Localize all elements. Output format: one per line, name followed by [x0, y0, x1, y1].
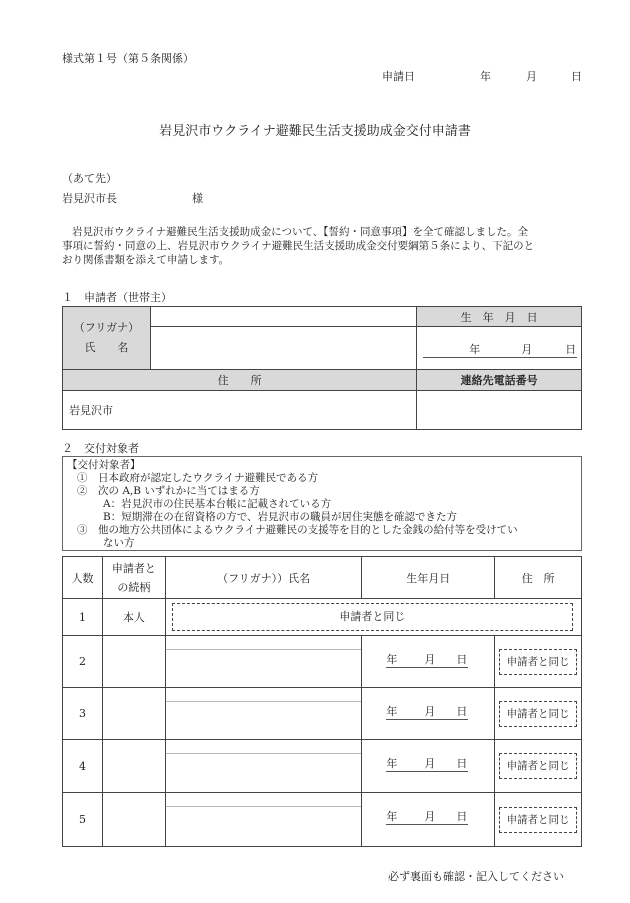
- row2-name-input[interactable]: [165, 636, 362, 688]
- row5-month: 月: [424, 810, 436, 823]
- addressee-mayor: 岩見沢市長: [62, 192, 117, 205]
- row5-number: 5: [63, 793, 103, 847]
- criteria-1: ① 日本政府が認定したウクライナ避難民である方: [77, 472, 319, 484]
- row2-address-box: 申請者と同じ: [499, 649, 577, 675]
- name-input[interactable]: [150, 327, 416, 370]
- row3-address-box: 申請者と同じ: [499, 701, 577, 727]
- header-name: （フリガナ））氏名: [165, 557, 362, 599]
- criteria-2b: B：短期滞在の在留資格の方で、岩見沢市の職員が居住実態を確認できた方: [103, 511, 458, 523]
- row3-name-input[interactable]: [165, 688, 362, 740]
- row3-address-cell: [495, 688, 582, 740]
- row5-day: 日: [456, 810, 468, 823]
- criteria-3: ③ 他の地方公共団体によるウクライナ避難民の支援等を目的とした金銭の給付等を受けてい: [77, 524, 518, 536]
- row4-number: 4: [63, 740, 103, 793]
- row2-day: 日: [456, 653, 468, 666]
- row2-year: 年: [386, 653, 398, 666]
- row1-same-cell: [165, 599, 581, 636]
- row5-name-input[interactable]: [165, 793, 362, 847]
- intro-line-3: おり関係書類を添えて申請します。: [62, 254, 230, 266]
- intro-line-1: 岩見沢市ウクライナ避難民生活支援助成金について、【誓約・同意事項】を全て確認しました。全: [72, 226, 529, 238]
- header-number: 人数: [63, 557, 103, 599]
- row1-same-box: 申請者と同じ: [172, 603, 573, 631]
- date-label: 申請日: [382, 70, 415, 83]
- row4-name-input[interactable]: [165, 740, 362, 793]
- row5-relation-input[interactable]: [102, 793, 165, 847]
- row3-birth-input[interactable]: [362, 688, 495, 740]
- row4-day: 日: [456, 757, 468, 770]
- row2-month: 月: [424, 653, 436, 666]
- criteria-title: 【交付対象者】: [67, 459, 141, 471]
- address-header: 住 所: [63, 370, 417, 391]
- form-number: 様式第１号（第５条関係）: [62, 52, 194, 65]
- section2-heading: ２ 交付対象者: [62, 442, 139, 455]
- birth-year: 年: [469, 343, 481, 356]
- criteria-2a: A：岩見沢市の住民基本台帳に記載されている方: [103, 498, 332, 510]
- row5-birth-line: [386, 808, 468, 825]
- furigana-label: （フリガナ）: [73, 321, 140, 334]
- row3-relation-input[interactable]: [102, 688, 165, 740]
- row3-year: 年: [386, 705, 398, 718]
- birth-month: 月: [521, 343, 533, 356]
- row5-address-cell: [495, 793, 582, 847]
- row1-relation: 本人: [102, 599, 165, 636]
- row4-birth-line: [386, 755, 468, 772]
- date-day: 日: [571, 70, 582, 83]
- row4-month: 月: [424, 757, 436, 770]
- section1-heading: １ 申請者（世帯主）: [62, 291, 172, 304]
- addressee-to: （あて先）: [62, 172, 117, 185]
- furigana-name-label-cell: [63, 307, 151, 370]
- footer-note: 必ず裏面も確認・記入してください: [388, 870, 564, 883]
- row5-address-box: 申請者と同じ: [499, 807, 577, 833]
- address-input[interactable]: [63, 391, 417, 430]
- row3-furigana-divider: [166, 701, 362, 702]
- page-title: 岩見沢市ウクライナ避難民生活支援助成金交付申請書: [159, 124, 471, 139]
- row3-month: 月: [424, 705, 436, 718]
- header-birth: 生年月日: [362, 557, 495, 599]
- row2-relation-input[interactable]: [102, 636, 165, 688]
- row4-furigana-divider: [166, 753, 362, 754]
- name-label: 氏 名: [84, 341, 129, 354]
- row5-year: 年: [386, 810, 398, 823]
- criteria-3-cont: ない方: [103, 537, 135, 549]
- eligibility-box: [62, 456, 582, 551]
- row2-birth-input[interactable]: [362, 636, 495, 688]
- addressee-honorific: 様: [192, 192, 203, 205]
- row4-address-box: 申請者と同じ: [499, 753, 577, 779]
- header-relation: [102, 557, 165, 599]
- birth-day: 日: [565, 343, 577, 356]
- phone-header: 連絡先電話番号: [417, 370, 582, 391]
- row2-furigana-divider: [166, 649, 362, 650]
- date-month: 月: [526, 70, 537, 83]
- row5-furigana-divider: [166, 806, 362, 807]
- birth-input[interactable]: [417, 327, 582, 370]
- birth-date-line: [423, 341, 577, 358]
- row4-birth-input[interactable]: [362, 740, 495, 793]
- row5-birth-input[interactable]: [362, 793, 495, 847]
- intro-line-2: 事項に誓約・同意の上、岩見沢市ウクライナ避難民生活支援助成金交付要綱第５条により、下記のと: [62, 240, 535, 252]
- header-relation-line2: の続柄: [117, 580, 151, 594]
- row2-number: 2: [63, 636, 103, 688]
- row4-address-cell: [495, 740, 582, 793]
- header-relation-line1: 申請者と: [111, 561, 156, 575]
- row4-year: 年: [386, 757, 398, 770]
- row3-number: 3: [63, 688, 103, 740]
- row4-relation-input[interactable]: [102, 740, 165, 793]
- row3-day: 日: [456, 705, 468, 718]
- row2-birth-line: [386, 651, 468, 668]
- row1-number: 1: [63, 599, 103, 636]
- row3-birth-line: [386, 703, 468, 720]
- furigana-input[interactable]: [150, 307, 416, 327]
- applicant-table: [62, 306, 582, 430]
- header-address: 住 所: [495, 557, 582, 599]
- recipients-table: [62, 556, 582, 847]
- criteria-2: ② 次の A,B いずれかに当てはまる方: [77, 485, 260, 497]
- address-value: 岩見沢市: [69, 404, 113, 417]
- phone-input[interactable]: [417, 391, 582, 430]
- birth-header: 生 年 月 日: [417, 307, 582, 327]
- row2-address-cell: [495, 636, 582, 688]
- date-year: 年: [480, 70, 491, 83]
